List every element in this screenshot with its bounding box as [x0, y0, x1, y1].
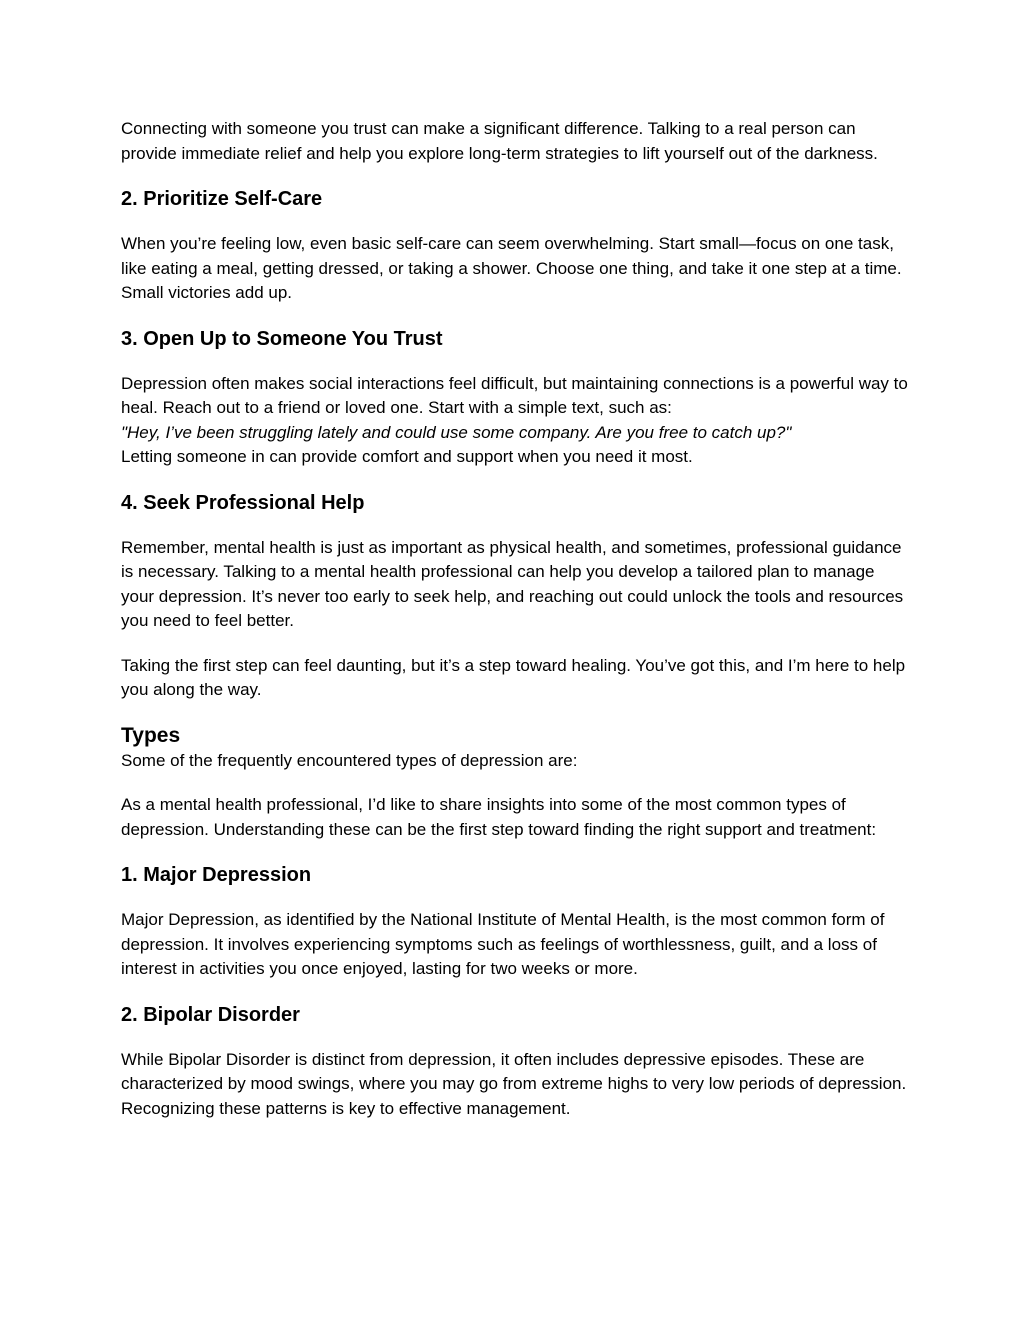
heading-professional-help: 4. Seek Professional Help — [121, 491, 365, 514]
heading-bipolar-disorder: 2. Bipolar Disorder — [121, 1003, 300, 1026]
types-paragraph: As a mental health professional, I’d like to share insights into some of the most common types of depression. Understanding these can be the first step toward finding the right support and treatment: — [121, 795, 877, 839]
self-care-paragraph: When you’re feeling low, even basic self-care can seem overwhelming. Start small—focus on one task, like eating a meal, getting dressed, or taking a shower. Choose one thing, and take it one step at a time. Small victories add up. — [121, 234, 902, 302]
heading-types: Types — [121, 723, 181, 747]
professional-help-paragraph: Remember, mental health is just as important as physical health, and sometimes, professional guidance is necessary. Talking to a mental health professional can help you develop a tailored plan to manage your depression. It’s never too early to seek help, and reaching out could unlock the tools and resources you need to feel better. — [121, 537, 904, 630]
open-up-quote: "Hey, I’ve been struggling lately and could use some company. Are you free to catch up?" — [121, 422, 792, 442]
types-intro: Some of the frequently encountered types of depression are: — [121, 750, 578, 770]
intro-paragraph: Connecting with someone you trust can make a significant difference. Talking to a real person can provide immediate relief and help you explore long-term strategies to lift yourself out of the darkness. — [121, 119, 878, 163]
open-up-paragraph — [121, 372, 911, 470]
heading-prioritize-self-care: 2. Prioritize Self-Care — [121, 188, 323, 210]
open-up-text-a: Depression often makes social interactions feel difficult, but maintaining connections is a powerful way to heal. Reach out to a friend or loved one. Start with a simple text, such as: — [121, 373, 908, 417]
closing-paragraph: Taking the first step can feel daunting, but it’s a step toward healing. You’ve got this, and I’m here to help you along the way. — [121, 655, 906, 699]
open-up-text-b: Letting someone in can provide comfort and support when you need it most. — [121, 447, 693, 466]
major-depression-paragraph: Major Depression, as identified by the National Institute of Mental Health, is the most common form of depression. It involves experiencing symptoms such as feelings of worthlessness, guilt, and a loss of interest in activities you once enjoyed, lasting for two weeks or more. — [121, 910, 885, 978]
document-page — [121, 117, 911, 1121]
heading-major-depression: 1. Major Depression — [121, 864, 312, 886]
heading-open-up: 3. Open Up to Someone You Trust — [121, 327, 443, 350]
bipolar-disorder-paragraph: While Bipolar Disorder is distinct from depression, it often includes depressive episodes. These are characterized by mood swings, where you may go from extreme highs to very low periods of depression. Recognizing these patterns is key to effective management. — [121, 1049, 907, 1118]
